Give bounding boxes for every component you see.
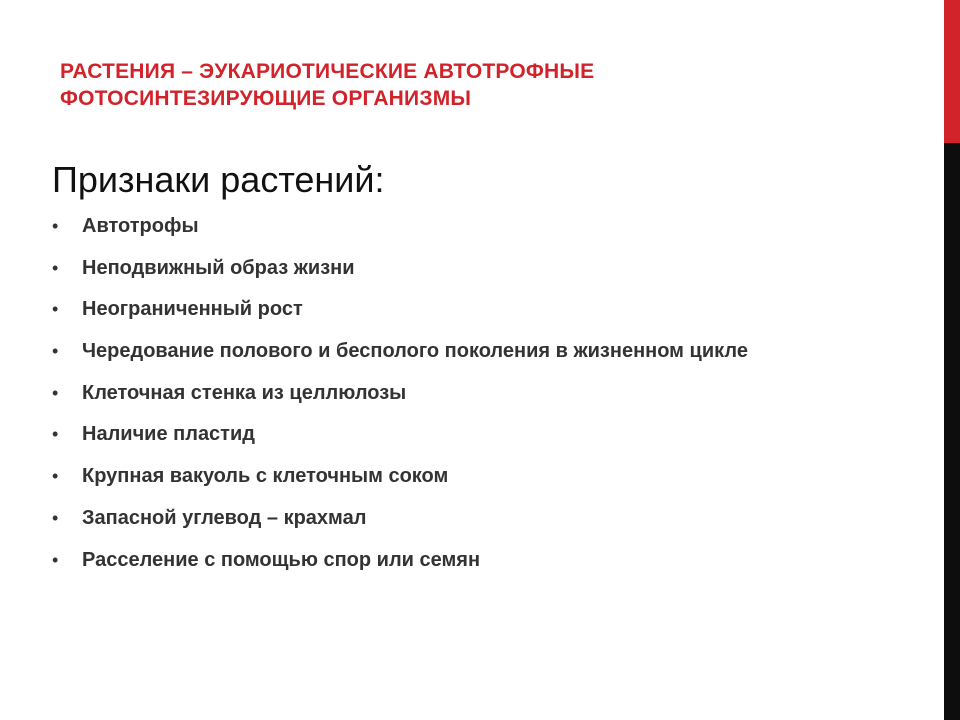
bullet-dot-icon: • <box>52 299 59 320</box>
slide-title <box>60 58 920 112</box>
bullet-dot-icon: • <box>52 424 59 445</box>
bullet-dot-icon: • <box>52 382 59 403</box>
bullet-text: Чередование полового и бесполого поколения в жизненном цикле <box>82 340 748 363</box>
slide-subtitle: Признаки растений: <box>52 159 385 200</box>
bullet-text: Неподвижный образ жизни <box>82 256 355 279</box>
bullet-dot-icon: • <box>52 549 59 570</box>
bullet-text: Автотрофы <box>82 215 199 237</box>
side-accent-bar <box>944 0 960 720</box>
bullet-dot-icon: • <box>52 507 59 528</box>
bullet-dot-icon: • <box>52 257 59 278</box>
bullet-text: Клеточная стенка из целлюлозы <box>82 381 407 404</box>
bullet-text: Запасной углевод – крахмал <box>82 506 367 529</box>
side-bar-black-segment <box>944 143 960 720</box>
side-bar-red-segment <box>944 0 960 143</box>
bullet-dot-icon: • <box>52 466 59 487</box>
slide-title-line-2: ФОТОСИНТЕЗИРУЮЩИЕ ОРГАНИЗМЫ <box>60 87 472 110</box>
bullet-text: Крупная вакуоль с клеточным соком <box>82 465 449 488</box>
slide-title-line-1: РАСТЕНИЯ – ЭУКАРИОТИЧЕСКИЕ АВТОТРОФНЫЕ <box>60 60 595 83</box>
bullet-text: Расселение с помощью спор или семян <box>82 548 481 571</box>
bullet-text: Неограниченный рост <box>82 298 303 321</box>
bullet-dot-icon: • <box>52 341 59 362</box>
bullet-text: Наличие пластид <box>82 423 255 446</box>
bullet-dot-icon: • <box>52 216 59 236</box>
